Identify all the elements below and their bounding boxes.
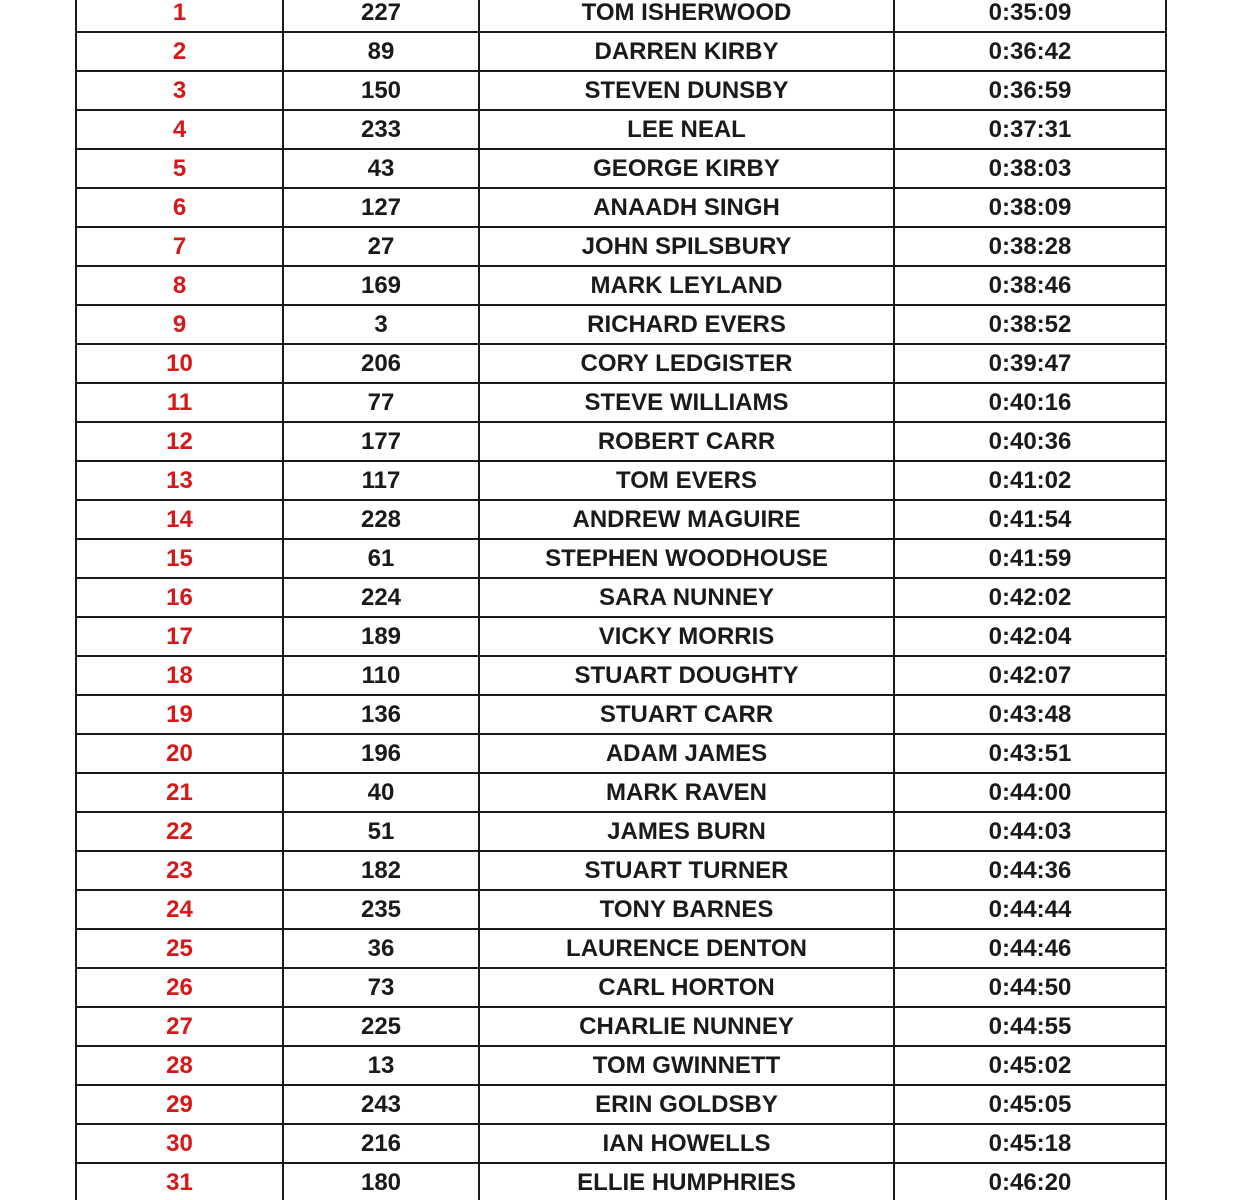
runner-number-cell: 73 [283, 968, 479, 1007]
position-cell: 26 [76, 968, 283, 1007]
runner-number-cell: 40 [283, 773, 479, 812]
runner-number-cell: 177 [283, 422, 479, 461]
position-cell: 27 [76, 1007, 283, 1046]
runner-name-cell: ADAM JAMES [479, 734, 894, 773]
table-row [76, 851, 1166, 890]
table-row [76, 71, 1166, 110]
runner-name-cell: GEORGE KIRBY [479, 149, 894, 188]
table-row [76, 773, 1166, 812]
runner-name-cell: CHARLIE NUNNEY [479, 1007, 894, 1046]
position-cell: 15 [76, 539, 283, 578]
runner-number-cell: 243 [283, 1085, 479, 1124]
runner-number-cell: 227 [283, 0, 479, 32]
runner-number-cell: 228 [283, 500, 479, 539]
runner-number-cell: 182 [283, 851, 479, 890]
runner-number-cell: 169 [283, 266, 479, 305]
finish-time-cell: 0:46:20 [894, 1163, 1166, 1200]
table-row [76, 968, 1166, 1007]
finish-time-cell: 0:42:04 [894, 617, 1166, 656]
runner-name-cell: TOM ISHERWOOD [479, 0, 894, 32]
position-cell: 21 [76, 773, 283, 812]
position-cell: 31 [76, 1163, 283, 1200]
table-row [76, 695, 1166, 734]
table-row [76, 266, 1166, 305]
runner-number-cell: 127 [283, 188, 479, 227]
runner-name-cell: DARREN KIRBY [479, 32, 894, 71]
table-row [76, 617, 1166, 656]
runner-name-cell: VICKY MORRIS [479, 617, 894, 656]
runner-number-cell: 43 [283, 149, 479, 188]
finish-time-cell: 0:36:42 [894, 32, 1166, 71]
position-cell: 4 [76, 110, 283, 149]
table-row [76, 1046, 1166, 1085]
position-cell: 10 [76, 344, 283, 383]
table-row [76, 890, 1166, 929]
runner-name-cell: STEVE WILLIAMS [479, 383, 894, 422]
runner-number-cell: 216 [283, 1124, 479, 1163]
runner-name-cell: ERIN GOLDSBY [479, 1085, 894, 1124]
runner-name-cell: JOHN SPILSBURY [479, 227, 894, 266]
finish-time-cell: 0:44:44 [894, 890, 1166, 929]
position-cell: 19 [76, 695, 283, 734]
table-row [76, 1163, 1166, 1200]
runner-name-cell: STUART TURNER [479, 851, 894, 890]
runner-name-cell: STEPHEN WOODHOUSE [479, 539, 894, 578]
table-row [76, 0, 1166, 32]
runner-number-cell: 77 [283, 383, 479, 422]
position-cell: 5 [76, 149, 283, 188]
runner-name-cell: IAN HOWELLS [479, 1124, 894, 1163]
finish-time-cell: 0:41:02 [894, 461, 1166, 500]
runner-number-cell: 233 [283, 110, 479, 149]
table-row [76, 227, 1166, 266]
runner-name-cell: TOM EVERS [479, 461, 894, 500]
runner-name-cell: ANAADH SINGH [479, 188, 894, 227]
runner-name-cell: LAURENCE DENTON [479, 929, 894, 968]
finish-time-cell: 0:38:03 [894, 149, 1166, 188]
runner-number-cell: 136 [283, 695, 479, 734]
position-cell: 20 [76, 734, 283, 773]
runner-name-cell: CARL HORTON [479, 968, 894, 1007]
finish-time-cell: 0:41:54 [894, 500, 1166, 539]
position-cell: 29 [76, 1085, 283, 1124]
position-cell: 18 [76, 656, 283, 695]
runner-number-cell: 180 [283, 1163, 479, 1200]
finish-time-cell: 0:38:09 [894, 188, 1166, 227]
runner-number-cell: 235 [283, 890, 479, 929]
table-row [76, 149, 1166, 188]
table-row [76, 422, 1166, 461]
finish-time-cell: 0:40:36 [894, 422, 1166, 461]
finish-time-cell: 0:45:05 [894, 1085, 1166, 1124]
finish-time-cell: 0:43:51 [894, 734, 1166, 773]
table-row [76, 929, 1166, 968]
finish-time-cell: 0:44:00 [894, 773, 1166, 812]
finish-time-cell: 0:45:18 [894, 1124, 1166, 1163]
finish-time-cell: 0:35:09 [894, 0, 1166, 32]
position-cell: 23 [76, 851, 283, 890]
runner-name-cell: STEVEN DUNSBY [479, 71, 894, 110]
runner-number-cell: 225 [283, 1007, 479, 1046]
table-row [76, 500, 1166, 539]
table-row [76, 578, 1166, 617]
runner-number-cell: 150 [283, 71, 479, 110]
position-cell: 14 [76, 500, 283, 539]
finish-time-cell: 0:40:16 [894, 383, 1166, 422]
position-cell: 25 [76, 929, 283, 968]
runner-name-cell: JAMES BURN [479, 812, 894, 851]
runner-name-cell: STUART CARR [479, 695, 894, 734]
runner-number-cell: 36 [283, 929, 479, 968]
runner-name-cell: TOM GWINNETT [479, 1046, 894, 1085]
runner-name-cell: CORY LEDGISTER [479, 344, 894, 383]
finish-time-cell: 0:42:07 [894, 656, 1166, 695]
position-cell: 8 [76, 266, 283, 305]
position-cell: 6 [76, 188, 283, 227]
position-cell: 11 [76, 383, 283, 422]
position-cell: 24 [76, 890, 283, 929]
runner-number-cell: 110 [283, 656, 479, 695]
runner-name-cell: ANDREW MAGUIRE [479, 500, 894, 539]
runner-name-cell: LEE NEAL [479, 110, 894, 149]
runner-name-cell: ELLIE HUMPHRIES [479, 1163, 894, 1200]
runner-number-cell: 51 [283, 812, 479, 851]
table-row [76, 344, 1166, 383]
finish-time-cell: 0:38:52 [894, 305, 1166, 344]
runner-number-cell: 89 [283, 32, 479, 71]
position-cell: 3 [76, 71, 283, 110]
table-row [76, 1085, 1166, 1124]
table-row [76, 305, 1166, 344]
runner-name-cell: MARK LEYLAND [479, 266, 894, 305]
finish-time-cell: 0:42:02 [894, 578, 1166, 617]
runner-name-cell: SARA NUNNEY [479, 578, 894, 617]
runner-number-cell: 189 [283, 617, 479, 656]
position-cell: 17 [76, 617, 283, 656]
table-row [76, 734, 1166, 773]
runner-name-cell: RICHARD EVERS [479, 305, 894, 344]
position-cell: 12 [76, 422, 283, 461]
runner-number-cell: 206 [283, 344, 479, 383]
runner-name-cell: ROBERT CARR [479, 422, 894, 461]
runner-name-cell: TONY BARNES [479, 890, 894, 929]
position-cell: 30 [76, 1124, 283, 1163]
runner-number-cell: 3 [283, 305, 479, 344]
table-row [76, 110, 1166, 149]
finish-time-cell: 0:44:50 [894, 968, 1166, 1007]
finish-time-cell: 0:36:59 [894, 71, 1166, 110]
position-cell: 7 [76, 227, 283, 266]
position-cell: 2 [76, 32, 283, 71]
runner-number-cell: 13 [283, 1046, 479, 1085]
results-table [75, 0, 1167, 1200]
table-row [76, 383, 1166, 422]
table-row [76, 656, 1166, 695]
finish-time-cell: 0:44:46 [894, 929, 1166, 968]
position-cell: 13 [76, 461, 283, 500]
finish-time-cell: 0:44:03 [894, 812, 1166, 851]
finish-time-cell: 0:43:48 [894, 695, 1166, 734]
runner-name-cell: MARK RAVEN [479, 773, 894, 812]
table-row [76, 812, 1166, 851]
runner-number-cell: 224 [283, 578, 479, 617]
runner-number-cell: 27 [283, 227, 479, 266]
finish-time-cell: 0:41:59 [894, 539, 1166, 578]
finish-time-cell: 0:38:46 [894, 266, 1166, 305]
table-row [76, 539, 1166, 578]
finish-time-cell: 0:38:28 [894, 227, 1166, 266]
runner-name-cell: STUART DOUGHTY [479, 656, 894, 695]
results-table-body [76, 0, 1166, 1200]
runner-number-cell: 61 [283, 539, 479, 578]
table-row [76, 1124, 1166, 1163]
finish-time-cell: 0:44:36 [894, 851, 1166, 890]
runner-number-cell: 196 [283, 734, 479, 773]
table-row [76, 461, 1166, 500]
finish-time-cell: 0:37:31 [894, 110, 1166, 149]
finish-time-cell: 0:45:02 [894, 1046, 1166, 1085]
table-row [76, 1007, 1166, 1046]
position-cell: 9 [76, 305, 283, 344]
finish-time-cell: 0:39:47 [894, 344, 1166, 383]
position-cell: 1 [76, 0, 283, 32]
position-cell: 28 [76, 1046, 283, 1085]
table-row [76, 188, 1166, 227]
position-cell: 22 [76, 812, 283, 851]
position-cell: 16 [76, 578, 283, 617]
table-row [76, 32, 1166, 71]
runner-number-cell: 117 [283, 461, 479, 500]
finish-time-cell: 0:44:55 [894, 1007, 1166, 1046]
